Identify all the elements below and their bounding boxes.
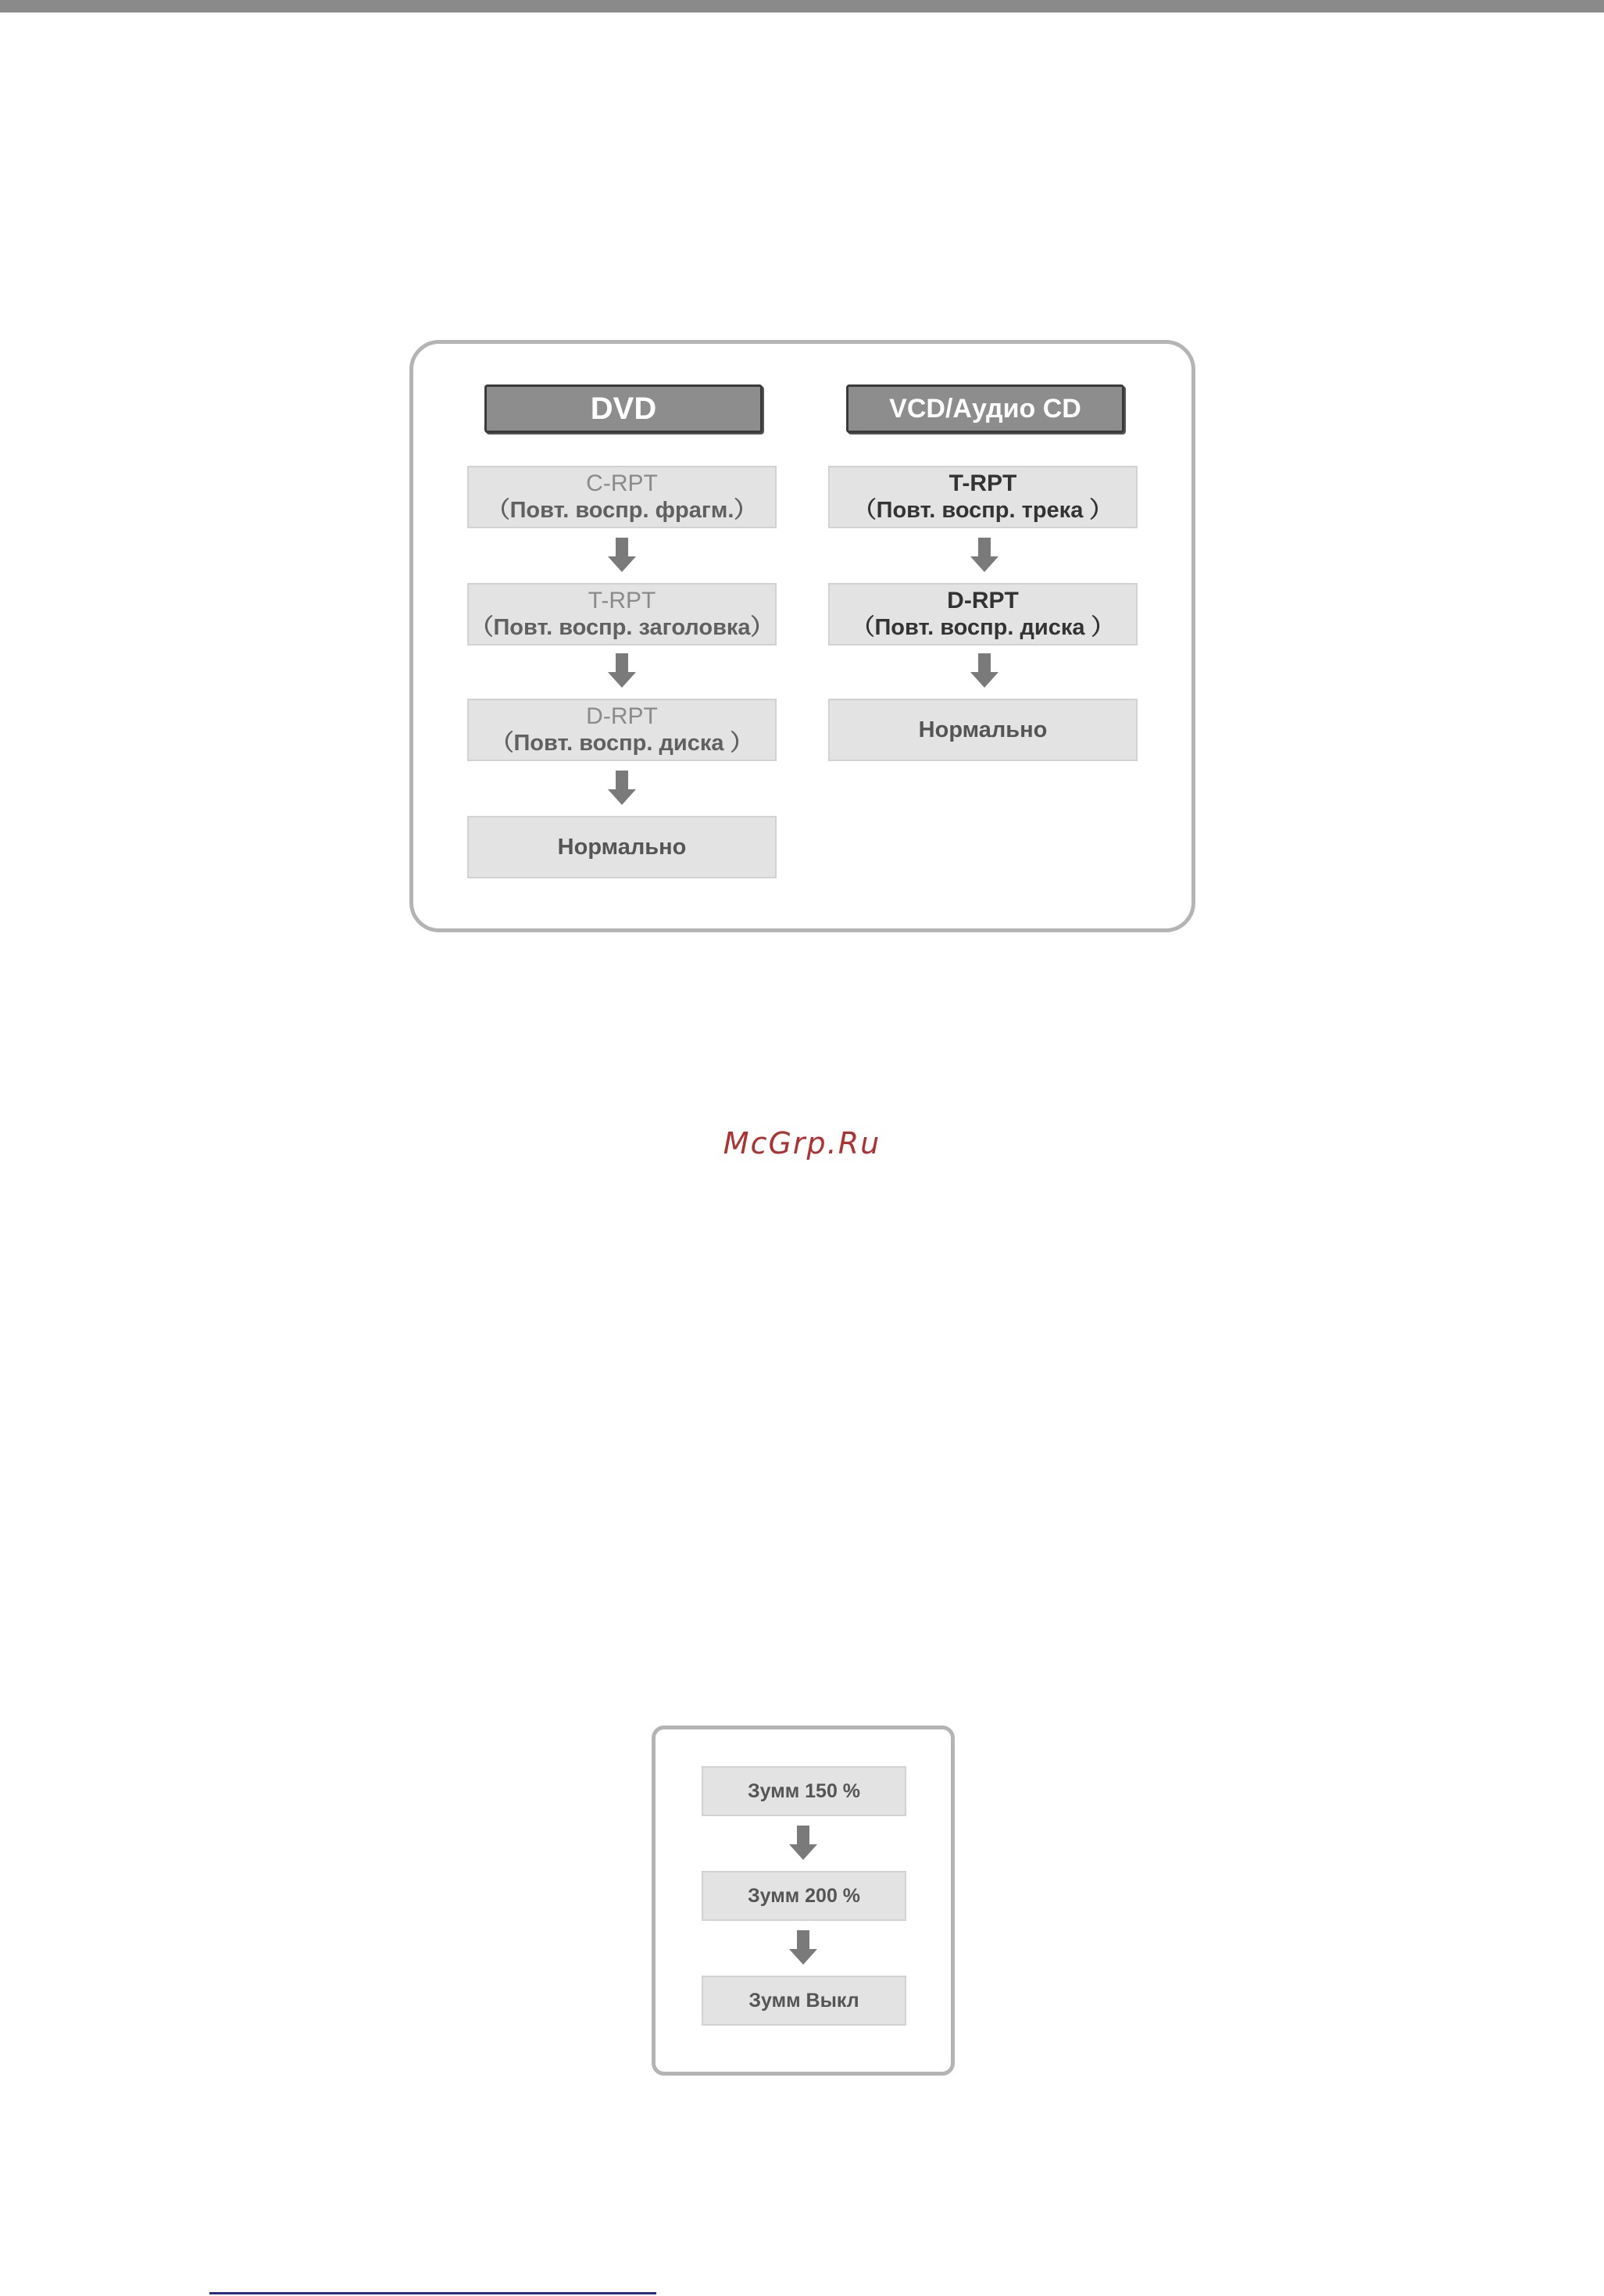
step-desc: （Повт. воспр. заголовка） [470, 615, 773, 640]
step-desc: （Повт. воспр. трека ） [853, 498, 1113, 523]
dvd-step-d-rpt [467, 699, 777, 761]
zoom-step-150: Зумм 150 % [702, 1766, 906, 1816]
arrow-down-icon [789, 1826, 817, 1861]
arrow-down-icon [608, 653, 636, 689]
step-desc: （Повт. воспр. фрагм.） [487, 498, 757, 523]
step-desc: （Повт. воспр. диска ） [852, 615, 1114, 640]
dvd-step-t-rpt [467, 583, 777, 646]
step-code: D-RPT [947, 588, 1019, 613]
step-desc: Нормально [918, 717, 1048, 742]
arrow-down-icon [970, 653, 998, 689]
dvd-header: DVD [484, 384, 763, 433]
arrow-down-icon [608, 771, 636, 806]
step-code: D-RPT [586, 703, 658, 729]
step-code: C-RPT [586, 470, 658, 496]
dvd-step-normal [467, 816, 777, 878]
step-desc: Нормально [557, 835, 687, 860]
step-code: T-RPT [948, 470, 1017, 496]
vcd-step-normal [828, 699, 1138, 761]
step-desc: （Повт. воспр. диска ） [491, 731, 753, 756]
footer-rule [209, 2292, 656, 2294]
top-border-bar [0, 0, 1604, 13]
zoom-step-off: Зумм Выкл [702, 1976, 906, 2026]
arrow-down-icon [970, 538, 998, 574]
watermark: McGrp.Ru [723, 1126, 881, 1161]
vcd-step-d-rpt [828, 583, 1138, 646]
dvd-step-c-rpt [467, 466, 777, 528]
vcd-step-t-rpt [828, 466, 1138, 528]
arrow-down-icon [608, 538, 636, 574]
arrow-down-icon [789, 1930, 817, 1966]
zoom-step-200: Зумм 200 % [702, 1871, 906, 1921]
step-code: T-RPT [588, 588, 656, 613]
vcd-header: VCD/Аудио CD [846, 384, 1124, 433]
